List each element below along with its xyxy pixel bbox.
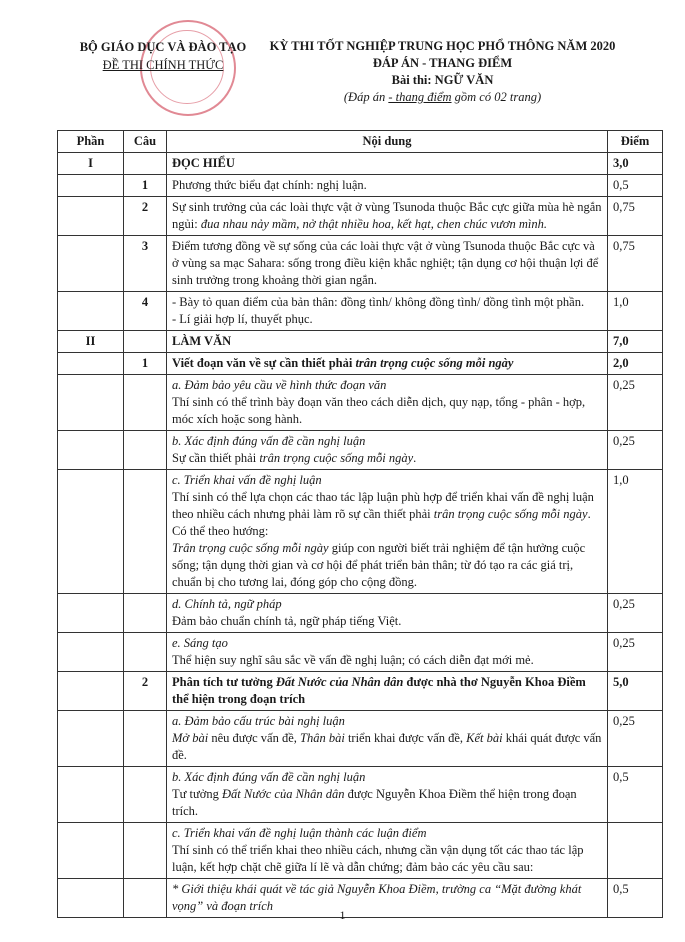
table-row: b. Xác định đúng vấn đề cần nghị luận Sự cần thiết phải trân trọng cuộc sống mỗi ngày. 0,25 [58, 431, 663, 470]
answer-table [57, 130, 663, 918]
table-row: a. Đảm bảo yêu cầu về hình thức đoạn văn Thí sinh có thể trình bày đoạn văn theo cách diễn dịch, quy nạp, tổng - phân - hợp, móc xích hoặc song hành. 0,25 [58, 375, 663, 431]
page-count-note: (Đáp án - thang điểm gồm có 02 trang) [343, 90, 542, 104]
table-row: 2 Phân tích tư tưởng Đất Nước của Nhân dân được nhà thơ Nguyễn Khoa Điềm thể hiện trong đoạn trích 5,0 [58, 672, 663, 711]
answer-title: ĐÁP ÁN - THANG ĐIỂM [372, 56, 513, 70]
table-row: e. Sáng tạo Thể hiện suy nghĩ sâu sắc về vấn đề nghị luận; có cách diễn đạt mới mẻ. 0,25 [58, 633, 663, 672]
table-row: 4 - Bày tỏ quan điểm của bản thân: đồng tình/ không đồng tình/ đồng tình một phần. - Lí giải hợp lí, thuyết phục. 1,0 [58, 292, 663, 331]
ministry-block [48, 38, 278, 74]
table-row: a. Đảm bảo cấu trúc bài nghị luận Mở bài nêu được vấn đề, Thân bài triển khai được vấn đề, Kết bài khái quát được vấn đề. 0,25 [58, 711, 663, 767]
ministry-name: BỘ GIÁO DỤC VÀ ĐÀO TẠO [79, 40, 247, 54]
col-header-part: Phần [58, 131, 124, 153]
table-row: I ĐỌC HIỂU 3,0 [58, 153, 663, 175]
exam-title: KỲ THI TỐT NGHIỆP TRUNG HỌC PHỔ THÔNG NĂM 2020 [269, 39, 616, 53]
table-row: 1 Phương thức biểu đạt chính: nghị luận. 0,5 [58, 175, 663, 197]
table-row: 3 Điểm tương đồng về sự sống của các loài thực vật ở vùng Tsunoda thuộc Bắc cực và ở vùng sa mạc Sahara: sống trong điều kiện khắc nghiệt; tận dụng cơ hội thuận lợi để sinh trưởng trong khoảng thời gian ngắn. 0,75 [58, 236, 663, 292]
exam-title-block [245, 38, 640, 106]
table-header-row [58, 131, 663, 153]
table-row: b. Xác định đúng vấn đề cần nghị luận Tư tưởng Đất Nước của Nhân dân được Nguyễn Khoa Điềm thể hiện trong đoạn trích. 0,5 [58, 767, 663, 823]
table-row: d. Chính tả, ngữ pháp Đảm bảo chuẩn chính tả, ngữ pháp tiếng Việt. 0,25 [58, 594, 663, 633]
page-number: 1 [339, 908, 346, 922]
col-header-content: Nội dung [167, 131, 608, 153]
table-row: c. Triển khai vấn đề nghị luận thành các luận điểm Thí sinh có thể triển khai theo nhiều cách, nhưng cần vận dụng tốt các thao tác lập luận, kết hợp chặt chẽ giữa lí lẽ và dẫn chứng; đảm bảo các yêu cầu sau: [58, 823, 663, 879]
table-row: 1 Viết đoạn văn về sự cần thiết phải trân trọng cuộc sống mỗi ngày 2,0 [58, 353, 663, 375]
table-row: c. Triển khai vấn đề nghị luận Thí sinh có thể lựa chọn các thao tác lập luận phù hợp để triển khai vấn đề nghị luận theo nhiều cách nhưng phải làm rõ sự cần thiết phải trân trọng cuộc sống mỗi ngày. Có thể theo hướng: Trân trọng cuộc sống mỗi ngày giúp con người biết trải nghiệm để tận hưởng cuộc sống; tận dụng thời gian và cơ hội để phát triển bản thân; từ đó tạo ra các giá trị, chuẩn bị cho tương lai, đóng góp cho cộng đồng. 1,0 [58, 470, 663, 594]
table-row: II LÀM VĂN 7,0 [58, 331, 663, 353]
subject-label: Bài thi: NGỮ VĂN [391, 73, 494, 87]
col-header-score: Điểm [608, 131, 663, 153]
official-label: ĐỀ THI CHÍNH THỨC [102, 58, 224, 72]
table-row: * Giới thiệu khái quát về tác giả Nguyễn Khoa Điềm, trường ca “Mặt đường khát vọng” và đoạn trích 0,5 [58, 879, 663, 918]
table-row: 2 Sự sinh trưởng của các loài thực vật ở vùng Tsunoda thuộc Bắc cực giữa mùa hè ngắn ngủi: đua nhau nảy mầm, nở thật nhiều hoa, kết hạt, chen chúc vươn mình. 0,75 [58, 197, 663, 236]
col-header-question: Câu [124, 131, 167, 153]
document-header [0, 0, 685, 130]
